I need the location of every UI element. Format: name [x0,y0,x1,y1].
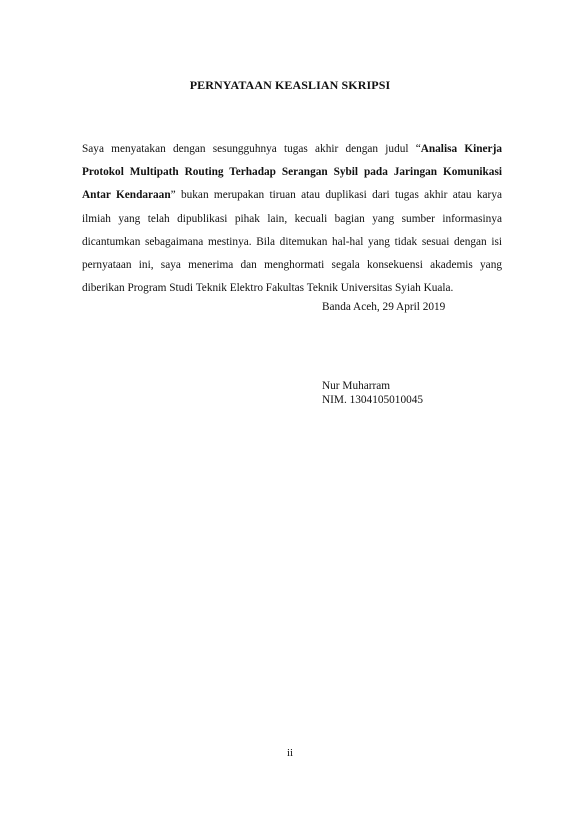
statement-intro: Saya menyatakan dengan sesungguhnya tugas akhir dengan judul “ [82,143,421,155]
signature-nim: NIM. 1304105010045 [322,394,424,406]
page-title: PERNYATAAN KEASLIAN SKRIPSI [189,78,391,92]
thesis-title: Analisa Kinerja Protokol Multipath Routing Terhadap Serangan Sybil pada Jaringan Komunikasi Antar Kendaraan [82,143,502,202]
signature-name: Nur Muharram [322,380,391,392]
page-number: ii [286,747,294,759]
statement-continuation: ” bukan merupakan tiruan atau duplikasi dari tugas akhir atau karya ilmiah yang telah dipublikasi pihak lain, kecuali bagian yang sumber informasinya dicantumkan sebagaimana mestinya. Bila ditemukan hal-hal yang tidak sesuai dengan isi pernyataan ini, saya menerima dan menghormati segala konsekuensi akademis yang diberikan Program Studi Teknik Elektro Fakultas Teknik Universitas Syiah Kuala. [82,189,502,295]
statement-paragraph [82,138,502,300]
signature-place-date: Banda Aceh, 29 April 2019 [322,301,446,313]
